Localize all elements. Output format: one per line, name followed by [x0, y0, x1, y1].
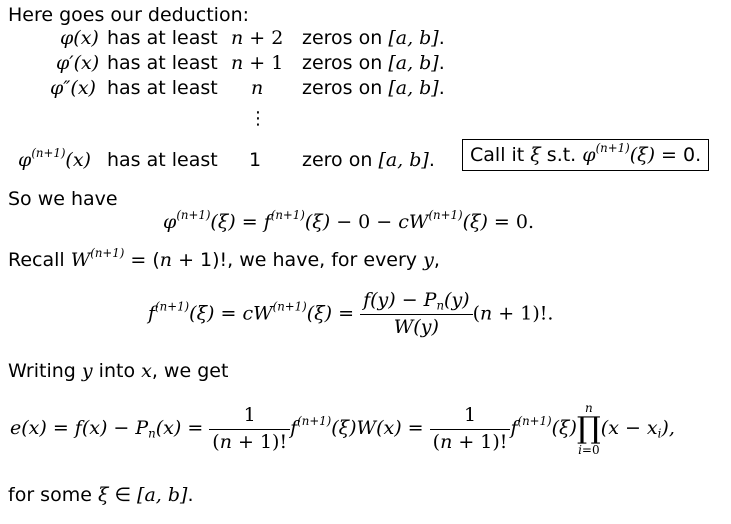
so-we-have-line: So we have [8, 188, 118, 210]
row-2-zeros: zeros on [a, b]. [302, 52, 445, 74]
equation-error: $e(x) = f(x) - P_n(x)$ = $\frac{1}{(n + 1)!}$ $f^{(n+1)}(\xi)W(x)$ = $\frac{1}{(n + 1)!}$ $f^{(n+1)}(\xi)$ n ∏ i=0 $(x - x_i)$, [10, 401, 675, 457]
fraction-one-over-factorial-2: $\frac{1}{(n + 1)!}$ [430, 405, 511, 454]
writing-line: Writing y into x, we get [8, 360, 229, 382]
product-operator: n ∏ i=0 [576, 401, 601, 457]
row-1-count: n + 2 [231, 27, 284, 49]
row-2-has-at-least: has at least [107, 52, 218, 74]
fraction-f-minus-p-over-w: $\frac{f(y) - P_n(y)}{W(y)}$ [360, 290, 473, 339]
equation-phi-derivative: $\varphi^{(n+1)}(\xi) = f^{(n+1)}(\xi) - 0 - cW^{(n+1)}(\xi) = 0$. [163, 208, 534, 233]
row-3-count: n [251, 77, 264, 99]
row-3-function: φ″(x) [50, 77, 96, 99]
row-1-function: φ(x) [60, 27, 99, 49]
vertical-ellipsis: ⋮ [249, 108, 267, 129]
final-line: for some ξ ∈ [a, b]. [8, 484, 194, 506]
row-4-count: 1 [249, 149, 262, 171]
row-1-has-at-least: has at least [107, 27, 218, 49]
call-it-xi-box: Call it ξ s.t. $\varphi^{(n+1)}(\xi) = 0$. [462, 139, 709, 171]
row-4-zeros: zero on [a, b]. [302, 149, 435, 171]
equation-f-derivative: $f^{(n+1)}(\xi) = cW^{(n+1)}(\xi)$ = $\frac{f(y) - P_n(y)}{W(y)}$ (n + 1)!. [148, 289, 554, 338]
row-2-function: φ′(x) [56, 52, 100, 74]
fraction-one-over-factorial-1: $\frac{1}{(n + 1)!}$ [209, 405, 290, 454]
intro-line: Here goes our deduction: [8, 4, 250, 26]
recall-line: Recall $W^{(n+1)} = (n + 1)$!, we have, for every y, [8, 246, 440, 271]
row-4-has-at-least: has at least [107, 149, 218, 171]
row-4-function: $\varphi^{(n+1)}(x)$ [18, 146, 91, 171]
row-3-has-at-least: has at least [107, 77, 218, 99]
row-1-zeros: zeros on [a, b]. [302, 27, 445, 49]
row-2-count: n + 1 [231, 52, 284, 74]
row-3-zeros: zeros on [a, b]. [302, 77, 445, 99]
